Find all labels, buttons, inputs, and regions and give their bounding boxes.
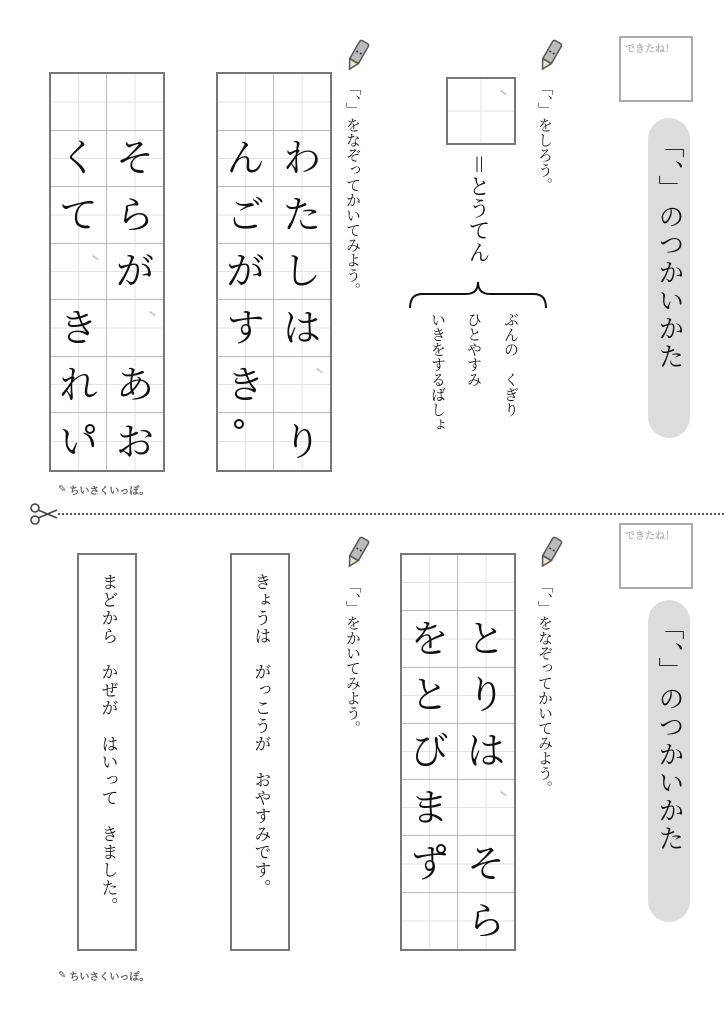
pencil-icon	[536, 38, 564, 74]
grid-cell	[51, 74, 107, 131]
page-title: 「、」のつかいかた	[654, 614, 684, 853]
grid-cell: り	[274, 413, 330, 470]
instruction-learn: 「、」をしろう。	[536, 80, 554, 193]
grid-cell: び	[402, 724, 458, 780]
cut-line	[58, 513, 724, 515]
instruction-write: 「、」をかいてみよう。	[344, 578, 362, 736]
touten-trace-mark	[312, 368, 323, 379]
trace-grid-3	[400, 553, 516, 951]
page-title: 「、」のつかいかた	[654, 132, 684, 371]
grid-cell	[51, 244, 107, 301]
meaning-2: ひとやすみ	[465, 312, 483, 387]
trace-grid-2	[49, 72, 165, 472]
grid-cell: そ	[107, 131, 163, 188]
grid-cell: す	[218, 300, 274, 357]
grid-cell: す	[402, 836, 458, 892]
sentence-2: まどから かぜが はいって きました。	[97, 573, 118, 915]
pencil-icon	[536, 535, 564, 571]
grid-cell: あ	[107, 357, 163, 414]
grid-cell: い	[51, 413, 107, 470]
pencil-icon	[343, 38, 371, 74]
writing-box-1[interactable]	[230, 553, 290, 951]
brand-logo: ✎ ちいさくいっぽ。	[58, 484, 150, 497]
grid-cell: し	[274, 244, 330, 301]
grid-cell	[218, 74, 274, 131]
trace-grid-1	[216, 72, 332, 472]
grid-cell	[274, 357, 330, 414]
grid-cell: ま	[402, 780, 458, 836]
grid-cell: わ	[274, 131, 330, 188]
page-title-pill	[648, 600, 690, 922]
grid-cell: て	[51, 187, 107, 244]
grid-cell	[274, 74, 330, 131]
grid-cell: き	[51, 300, 107, 357]
grid-cell: お	[107, 413, 163, 470]
instruction-trace: 「、」をなぞってかいてみよう。	[536, 578, 554, 796]
writing-box-2[interactable]	[77, 553, 137, 951]
grid-cell: ご	[218, 187, 274, 244]
page-title-pill	[648, 118, 690, 438]
done-stamp-label: できたね！	[625, 531, 675, 542]
grid-cell: ら	[107, 187, 163, 244]
touten-trace-mark	[145, 311, 156, 322]
grid-cell: は	[274, 300, 330, 357]
touten-equation: ＝とうてん	[465, 153, 490, 263]
sentence-1: きょうは がっこうが おやすみです。	[250, 573, 271, 897]
scissors-icon	[30, 503, 58, 525]
done-stamp-box	[619, 523, 693, 589]
touten-trace-mark	[496, 791, 507, 802]
grid-cell	[218, 413, 274, 470]
pencil-icon: ✎	[58, 484, 67, 495]
done-stamp-label: できたね！	[625, 44, 675, 55]
grid-cell: ら	[458, 893, 514, 949]
grid-cell: ん	[218, 131, 274, 188]
brand-logo: ✎ ちいさくいっぽ。	[58, 970, 150, 983]
grid-cell: そ	[458, 836, 514, 892]
meaning-3: いきをするばしょ	[429, 312, 447, 432]
kuten-mark	[234, 419, 244, 429]
grid-cell	[402, 893, 458, 949]
grid-cell: は	[458, 724, 514, 780]
instruction-trace: 「、」をなぞってかいてみよう。	[344, 80, 362, 298]
grid-cell	[402, 555, 458, 611]
grid-cell: と	[458, 611, 514, 667]
grid-cell: た	[274, 187, 330, 244]
kuten-mark	[436, 844, 446, 854]
grid-cell	[107, 300, 163, 357]
grid-cell	[458, 780, 514, 836]
grid-cell: り	[458, 668, 514, 724]
grid-cell	[107, 74, 163, 131]
touten-mark	[496, 90, 507, 101]
grid-cell	[458, 555, 514, 611]
grid-cell: と	[402, 668, 458, 724]
grid-cell: が	[107, 244, 163, 301]
touten-trace-mark	[88, 255, 99, 266]
grid-cell: れ	[51, 357, 107, 414]
done-stamp-box	[619, 36, 693, 102]
meaning-1: ぶんの くぎり	[502, 312, 520, 417]
pencil-icon	[343, 535, 371, 571]
grid-cell: く	[51, 131, 107, 188]
grid-cell: を	[402, 611, 458, 667]
brace-icon	[408, 280, 548, 310]
sample-cell	[448, 79, 514, 143]
pencil-icon: ✎	[58, 970, 67, 981]
grid-cell: き	[218, 357, 274, 414]
grid-cell: が	[218, 244, 274, 301]
sample-touten-box	[446, 77, 516, 145]
kuten-mark	[85, 424, 95, 434]
